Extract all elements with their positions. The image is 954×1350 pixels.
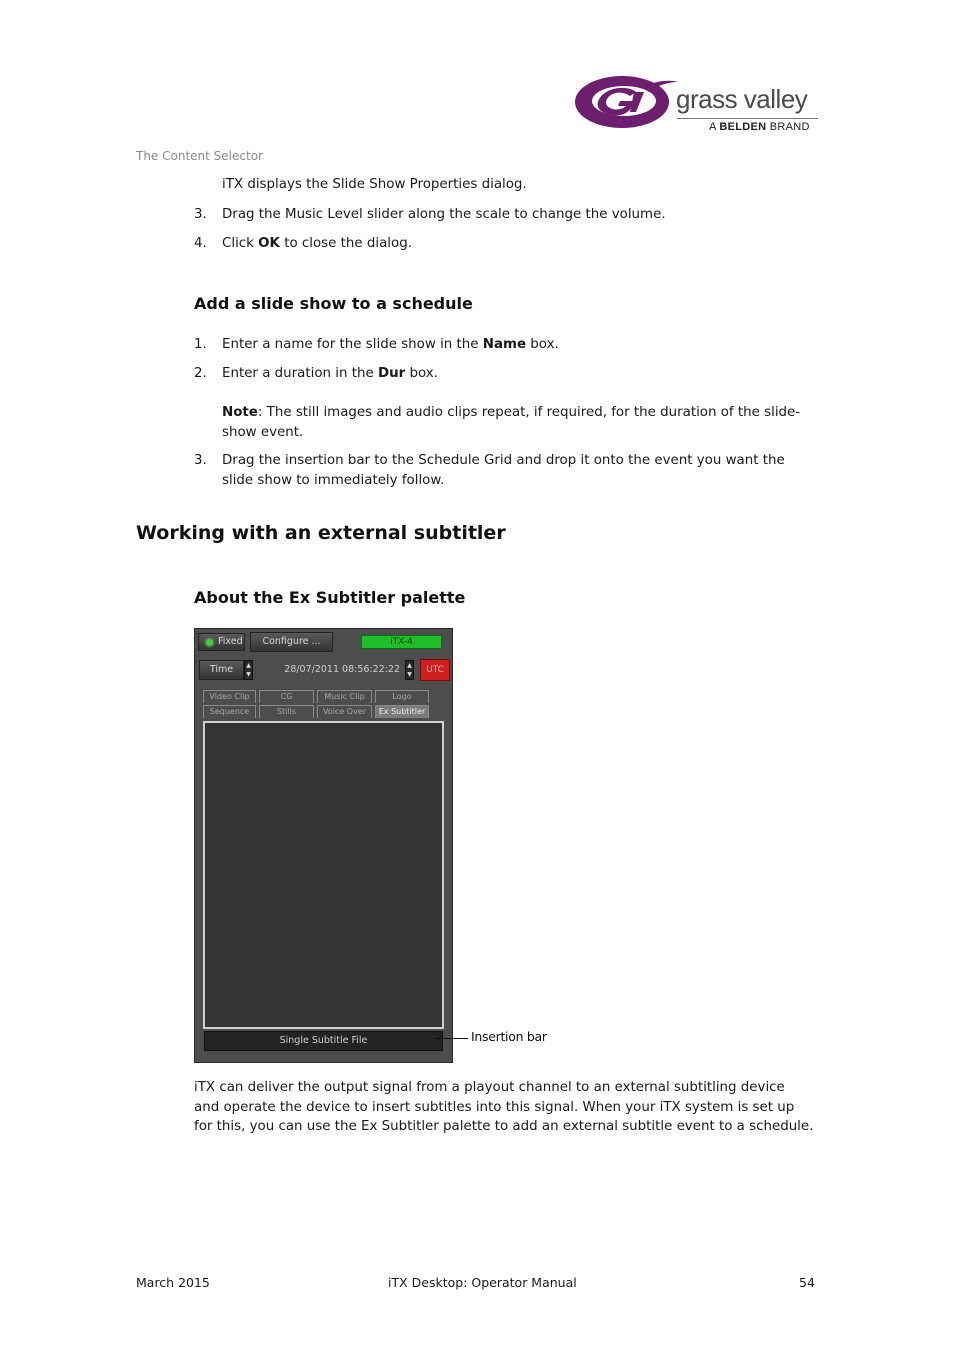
callout-leader-line: [435, 1038, 468, 1039]
spin-up-icon: ▲: [246, 662, 251, 669]
fixed-button[interactable]: [198, 633, 245, 651]
footer-date: March 2015: [136, 1275, 210, 1290]
logo-brand-prefix: A: [709, 121, 717, 133]
time-button[interactable]: Time: [199, 660, 244, 680]
step-number: 1.: [194, 337, 207, 352]
logo-wordmark: grass valley: [676, 84, 808, 114]
step-text: Enter a duration in the Dur box.: [222, 366, 438, 381]
note-label: Note: [222, 405, 258, 420]
tab-music-clip[interactable]: Music Clip: [317, 690, 372, 703]
intro-line: iTX displays the Slide Show Properties dialog.: [222, 177, 527, 192]
fixed-label: Fixed: [218, 636, 243, 647]
step-text: Click OK to close the dialog.: [222, 236, 412, 251]
tab-voice-over[interactable]: Voice Over: [317, 705, 372, 718]
grass-valley-swoosh-icon: [574, 72, 678, 130]
callout-insertion-bar: Insertion bar: [471, 1029, 547, 1044]
step-text: Drag the insertion bar to the Schedule Grid and drop it onto the event you want the slide show to immediately follow.: [222, 453, 785, 488]
note-text: : The still images and audio clips repeat, if required, for the duration of the slide-show event.: [222, 405, 801, 440]
ex-subtitler-palette-screenshot: [194, 628, 453, 1063]
tab-sequence[interactable]: Sequence: [203, 705, 256, 718]
logo-brand-suffix: BRAND: [769, 121, 810, 133]
spin-up-icon: ▲: [407, 662, 412, 669]
configure-button[interactable]: Configure ...: [250, 632, 333, 652]
datetime-spinner[interactable]: [405, 660, 414, 680]
tab-cg[interactable]: CG: [259, 690, 314, 703]
spin-down-icon: ▼: [407, 671, 412, 678]
step-text: Enter a name for the slide show in the Name box.: [222, 337, 559, 352]
step-number: 4.: [194, 236, 207, 251]
status-led-icon: [206, 639, 213, 646]
channel-indicator: iTX-4: [361, 635, 442, 649]
footer-page-number: 54: [799, 1275, 815, 1290]
insertion-bar[interactable]: Single Subtitle File: [204, 1031, 443, 1051]
step-number: 3.: [194, 207, 207, 222]
logo-brand: [709, 121, 810, 133]
running-header: The Content Selector: [136, 149, 263, 163]
spin-down-icon: ▼: [246, 671, 251, 678]
grass-valley-logo: [574, 70, 824, 136]
logo-brand-name: BELDEN: [719, 121, 767, 133]
note: [222, 403, 822, 443]
section-heading-external-subtitler: Working with an external subtitler: [136, 522, 506, 544]
section-heading-slide-show: Add a slide show to a schedule: [194, 294, 473, 313]
palette-content-area: [203, 721, 444, 1029]
tab-stills[interactable]: Stills: [259, 705, 314, 718]
tab-logo[interactable]: Logo: [375, 690, 429, 703]
footer-title: iTX Desktop: Operator Manual: [388, 1275, 577, 1290]
logo-underline: [677, 118, 818, 119]
step-number: 2.: [194, 366, 207, 381]
tab-ex-subtitler[interactable]: Ex Subtitler: [375, 705, 429, 718]
step-text: Drag the Music Level slider along the scale to change the volume.: [222, 207, 666, 222]
step-number: 3.: [194, 453, 207, 468]
time-spinner[interactable]: [244, 660, 253, 680]
tab-video-clip[interactable]: Video Clip: [203, 690, 256, 703]
utc-button[interactable]: UTC: [420, 659, 450, 681]
datetime-display: 28/07/2011 08:56:22:22: [284, 664, 400, 675]
subtitler-paragraph: iTX can deliver the output signal from a playout channel to an external subtitling device and operate the device to insert subtitles into this signal. When your iTX system is set up for this, you can use the Ex Subtitler palette to add an external subtitle event to a schedule.: [194, 1080, 814, 1134]
subheading-ex-subtitler-palette: About the Ex Subtitler palette: [194, 588, 466, 607]
